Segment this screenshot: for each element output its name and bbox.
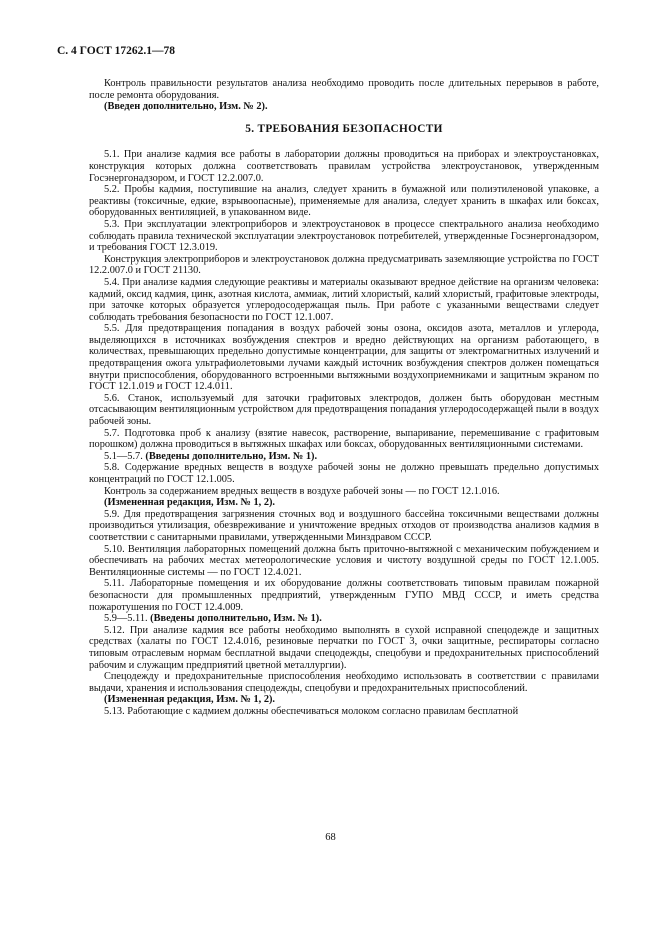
paragraph: 5.3. При эксплуатации электроприборов и электроустановок в процессе спектрального анализа необходимо соблюдать правила технической эксплуатации электроустановок потребителей, утвержденные Госэнергонадзором, и требования ГОСТ 12.3.019.	[89, 218, 599, 254]
section-paragraphs	[89, 149, 599, 717]
paragraph: Конструкция электроприборов и электроустановок должна предусматривать заземляющие устройства по ГОСТ 12.2.007.0 и ГОСТ 21130.	[89, 253, 599, 277]
page-header: С. 4 ГОСТ 17262.1—78	[57, 45, 176, 57]
amendment-note	[89, 613, 599, 625]
paragraph: 5.9. Для предотвращения загрязнения сточных вод и воздушного бассейна токсичными веществами должны производиться утилизация, обезвреживание и уничтожение вредных отходов от производства анализов кадмия в соответствии с санитарными правилами, утвержденными Минздравом СССР.	[89, 508, 599, 543]
clause-range: 5.9—5.11.	[104, 613, 151, 625]
paragraph: 5.10. Вентиляция лабораторных помещений должна быть приточно-вытяжной с механическим побуждением и обеспечивать на рабочих местах метеорологические условия и чистоту воздушной среды по ГОСТ 12.1.005. Вентиляционные системы — по ГОСТ 12.4.021.	[89, 543, 599, 578]
paragraph: 5.1. При анализе кадмия все работы в лаборатории должны проводиться на приборах и электроустановках, конструкция которых должна соответствовать правилам устройства электроустановок, утвержденным Госэнергонадзором, и ГОСТ 12.2.007.0.	[89, 149, 599, 184]
document-body	[89, 78, 599, 717]
paragraph: Контроль за содержанием вредных веществ в воздухе рабочей зоны — по ГОСТ 12.1.016.	[104, 485, 500, 497]
amendment-note	[89, 451, 599, 463]
paragraph: 5.5. Для предотвращения попадания в воздух рабочей зоны озона, оксидов азота, металлов и углерода, выделяющихся в источниках возбуждения спектров и вредно действующих на организм работающего, в количествах, превышающих предельно допустимые концентрации, для защиты от электромагнитных излучений и предотвращения ожога ультрафиолетовыми лучами каждый источник возбуждения спектров должен помещаться внутри приспособления, оборудованного встроенными вытяжными воздухоприемниками и защитным экраном по ГОСТ 12.1.019 и ГОСТ 12.4.011.	[89, 323, 599, 393]
paragraph: 5.4. При анализе кадмия следующие реактивы и материалы оказывают вредное действие на организм человека: кадмий, оксид кадмия, цинк, азотная кислота, аммиак, литий хлористый, калий хлористый, графитовые электроды, при заточке которых образуется углеродосодержащая пыль. При работе с указанными веществами следует соблюдать требования безопасности по ГОСТ 12.1.007.	[89, 276, 599, 323]
paragraph: 5.6. Станок, используемый для заточки графитовых электродов, должен быть оборудован местным отсасывающим вентиляционным устройством для предотвращения попадания углеродосодержащей пыли в воздух рабочей зоны.	[89, 392, 599, 428]
amendment-text: (Введены дополнительно, Изм. № 1).	[150, 613, 322, 625]
paragraph: 5.13. Работающие с кадмием должны обеспечиваться молоком согласно правилам бесплатной	[104, 705, 519, 717]
paragraph: 5.11. Лабораторные помещения и их оборудование должны соответствовать типовым правилам пожарной безопасности для промышленных предприятий, утвержденным ГУПО МВД СССР, и иметь средства пожаротушения по ГОСТ 12.4.009.	[89, 578, 599, 613]
amendment-note: (Введен дополнительно, Изм. № 2).	[104, 101, 268, 113]
paragraph: 5.2. Пробы кадмия, поступившие на анализ, следует хранить в бумажной или полиэтиленовой упаковке, а реактивы (токсичные, едкие, взрывоопасные), применяемые для анализа, следует хранить в шкафах или боксах, оборудованных вентиляцией, в упакованном виде.	[89, 184, 599, 219]
paragraph: 5.8. Содержание вредных веществ в воздухе рабочей зоны не должно превышать предельно допустимых концентраций по ГОСТ 12.1.005.	[89, 462, 599, 485]
paragraph: 5.7. Подготовка проб к анализу (взятие навесок, растворение, выпаривание, перемешивание с графитовым порошком) должна проводиться в вытяжных шкафах или боксах, оборудованных вентиляционными системами.	[89, 427, 599, 451]
paragraph: 5.12. При анализе кадмия все работы необходимо выполнять в сухой исправной спецодежде и защитных средствах (халаты по ГОСТ 12.4.016, резиновые перчатки по ГОСТ 3, очки защитные, респираторы согласно типовым отраслевым нормам бесплатной выдачи спецодежды, спецобуви и предохранительных приспособлений рабочим и служащим предприятий цветной металлургии).	[89, 624, 599, 671]
amendment-text: (Введены дополнительно, Изм. № 1).	[145, 450, 318, 462]
paragraph: Спецодежду и предохранительные приспособления необходимо использовать в соответствии с правилами выдачи, хранения и использования спецодежды, спецобуви и предохранительных приспособлений.	[89, 671, 599, 694]
amendment-note: (Измененная редакция, Изм. № 1, 2).	[104, 694, 276, 706]
page-number: 68	[325, 832, 336, 843]
clause-range: 5.1—5.7.	[104, 450, 146, 462]
section-title: 5. ТРЕБОВАНИЯ БЕЗОПАСНОСТИ	[245, 122, 443, 135]
amendment-note: (Измененная редакция, Изм. № 1, 2).	[104, 497, 276, 509]
intro-paragraph: Контроль правильности результатов анализа необходимо проводить после длительных перерывов в работе, после ремонта оборудования.	[89, 78, 599, 101]
